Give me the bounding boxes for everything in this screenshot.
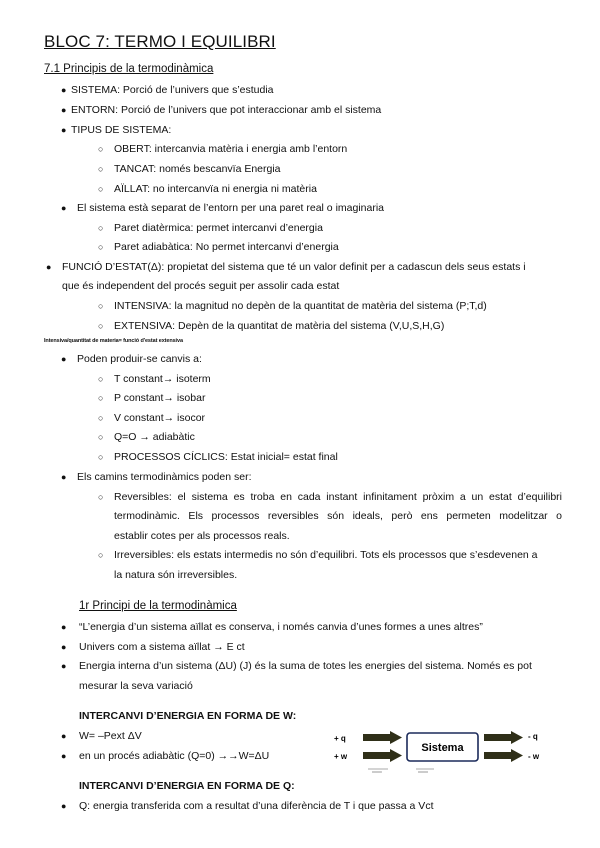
item-w-adiabatic: en un procés adiabàtic (Q=0) →→W=ΔU	[79, 750, 270, 762]
item-energia-interna: Energia interna d’un sistema (ΔU) (J) és la suma de totes les energies del sistema. Només es pot	[79, 660, 532, 672]
label-plus-w: + w	[334, 752, 348, 761]
label-minus-w: - w	[528, 752, 540, 761]
item-entorn: ENTORN: Porció de l’univers que pot interaccionar amb el sistema	[71, 104, 382, 116]
sistema-box-label: Sistema	[421, 742, 464, 754]
item-extensiva: EXTENSIVA: Depèn de la quantitat de matèria del sistema (V,U,S,H,G)	[114, 320, 445, 332]
item-q-definicio: Q: energia transferida com a resultat d’una diferència de T i que passa a Vct	[79, 800, 434, 812]
circle-bullet-icon: ○	[98, 301, 104, 311]
item-w-formula: W= –Pext ΔV	[79, 730, 142, 742]
item-diatermica: Paret diatèrmica: permet intercanvi d’energia	[114, 222, 323, 234]
arrow-out-w-icon	[484, 749, 523, 762]
bullet-icon: ●	[61, 125, 67, 135]
item-sistema: SISTEMA: Porció de l’univers que s’estudia	[71, 84, 274, 96]
handwritten-note: Intensiva/quantitat de materia= funció d'estat extensiva	[44, 338, 183, 344]
item-tipus: TIPUS DE SISTEMA:	[71, 124, 172, 136]
circle-bullet-icon: ○	[98, 184, 104, 194]
circle-bullet-icon: ○	[98, 223, 104, 233]
item-funcio-estat-cont: que és independent del procés seguit per assolir cada estat	[62, 280, 340, 292]
item-irreversibles: Irreversibles: els estats intermedis no són d’equilibri. Tots els processos que s’esdevenen a	[114, 549, 538, 561]
circle-bullet-icon: ○	[98, 393, 104, 403]
item-aillat: AÏLLAT: no intercanvïa ni energia ni matèria	[114, 183, 317, 195]
bullet-icon: ●	[61, 472, 67, 482]
item-isocor: V constant→ isocor	[114, 412, 206, 424]
bullet-icon: ●	[61, 354, 67, 364]
scribble-marks	[368, 769, 434, 772]
item-irreversibles-cont: la natura són irreversibles.	[114, 569, 238, 581]
bullet-icon: ●	[61, 661, 67, 671]
item-isoterm: T constant→ isoterm	[114, 373, 211, 385]
item-separat: El sistema està separat de l’entorn per una paret real o imaginaria	[77, 202, 385, 214]
item-obert: OBERT: intercanvia matèria i energia amb l’entorn	[114, 143, 348, 155]
bullet-icon: ●	[61, 642, 67, 652]
item-energia-interna-cont: mesurar la seva variació	[79, 680, 193, 692]
arrow-shaft	[363, 734, 391, 741]
label-plus-q: + q	[334, 734, 346, 743]
bullet-icon: ●	[61, 751, 67, 761]
bullet-icon: ●	[61, 203, 67, 213]
item-adiabatica: Paret adiabàtica: No permet intercanvi d’energia	[114, 241, 339, 253]
arrow-in-q-icon	[363, 731, 402, 744]
circle-bullet-icon: ○	[98, 550, 104, 560]
item-funcio-estat: FUNCIÓ D’ESTAT(Δ): propietat del sistema que té un valor definit per a cadascun dels seus estats i	[62, 261, 526, 273]
heading-intercanvi-q: INTERCANVI D’ENERGIA EN FORMA DE Q:	[79, 780, 295, 792]
arrow-shaft	[363, 752, 391, 759]
circle-bullet-icon: ○	[98, 242, 104, 252]
item-isobar: P constant→ isobar	[114, 392, 206, 404]
circle-bullet-icon: ○	[98, 321, 104, 331]
circle-bullet-icon: ○	[98, 452, 104, 462]
circle-bullet-icon: ○	[98, 432, 104, 442]
arrow-head	[390, 749, 402, 762]
item-energia-conserva: “L’energia d’un sistema aïllat es conserva, i només canvia d’unes formes a unes altres”	[79, 621, 483, 633]
circle-bullet-icon: ○	[98, 492, 104, 502]
system-energy-diagram	[330, 728, 550, 778]
bullet-icon: ●	[46, 262, 52, 272]
arrow-in-w-icon	[363, 749, 402, 762]
circle-bullet-icon: ○	[98, 164, 104, 174]
bullet-icon: ●	[61, 85, 67, 95]
item-adiabatic: Q=O → adiabàtic	[114, 431, 195, 443]
arrow-head	[511, 731, 523, 744]
bullet-icon: ●	[61, 801, 67, 811]
page-title: BLOC 7: TERMO I EQUILIBRI	[44, 32, 276, 51]
item-reversibles-cont: termodinàmic. Els processos reversibles són ideals, però ens permeten modelitzar o	[114, 510, 562, 522]
bullet-icon: ●	[61, 731, 67, 741]
section-heading-principis: 7.1 Principis de la termodinàmica	[44, 63, 214, 75]
arrow-head	[390, 731, 402, 744]
item-ciclics: PROCESSOS CÍCLICS: Estat inicial= estat final	[114, 451, 338, 463]
item-canvis: Poden produir-se canvis a:	[77, 353, 202, 365]
item-univers: Univers com a sistema aïllat → E ct	[79, 641, 245, 653]
bullet-icon: ●	[61, 622, 67, 632]
circle-bullet-icon: ○	[98, 413, 104, 423]
item-tancat: TANCAT: només bescanvïa Energia	[114, 163, 281, 175]
item-reversibles-end: establir cotes per als processos reals.	[114, 530, 290, 542]
heading-intercanvi-w: INTERCANVI D’ENERGIA EN FORMA DE W:	[79, 710, 297, 722]
arrow-head	[511, 749, 523, 762]
item-reversibles: Reversibles: el sistema es troba en cada instant infinitament pròxim a un estat d’equilibri	[114, 491, 562, 503]
circle-bullet-icon: ○	[98, 374, 104, 384]
circle-bullet-icon: ○	[98, 144, 104, 154]
label-minus-q: - q	[528, 732, 538, 741]
section-heading-primer-principi: 1r Principi de la termodinàmica	[79, 600, 237, 612]
arrow-shaft	[484, 734, 512, 741]
item-camins: Els camins termodinàmics poden ser:	[77, 471, 252, 483]
item-intensiva: INTENSIVA: la magnitud no depèn de la quantitat de matèria del sistema (P;T,d)	[114, 300, 487, 312]
arrow-shaft	[484, 752, 512, 759]
bullet-icon: ●	[61, 105, 67, 115]
arrow-out-q-icon	[484, 731, 523, 744]
